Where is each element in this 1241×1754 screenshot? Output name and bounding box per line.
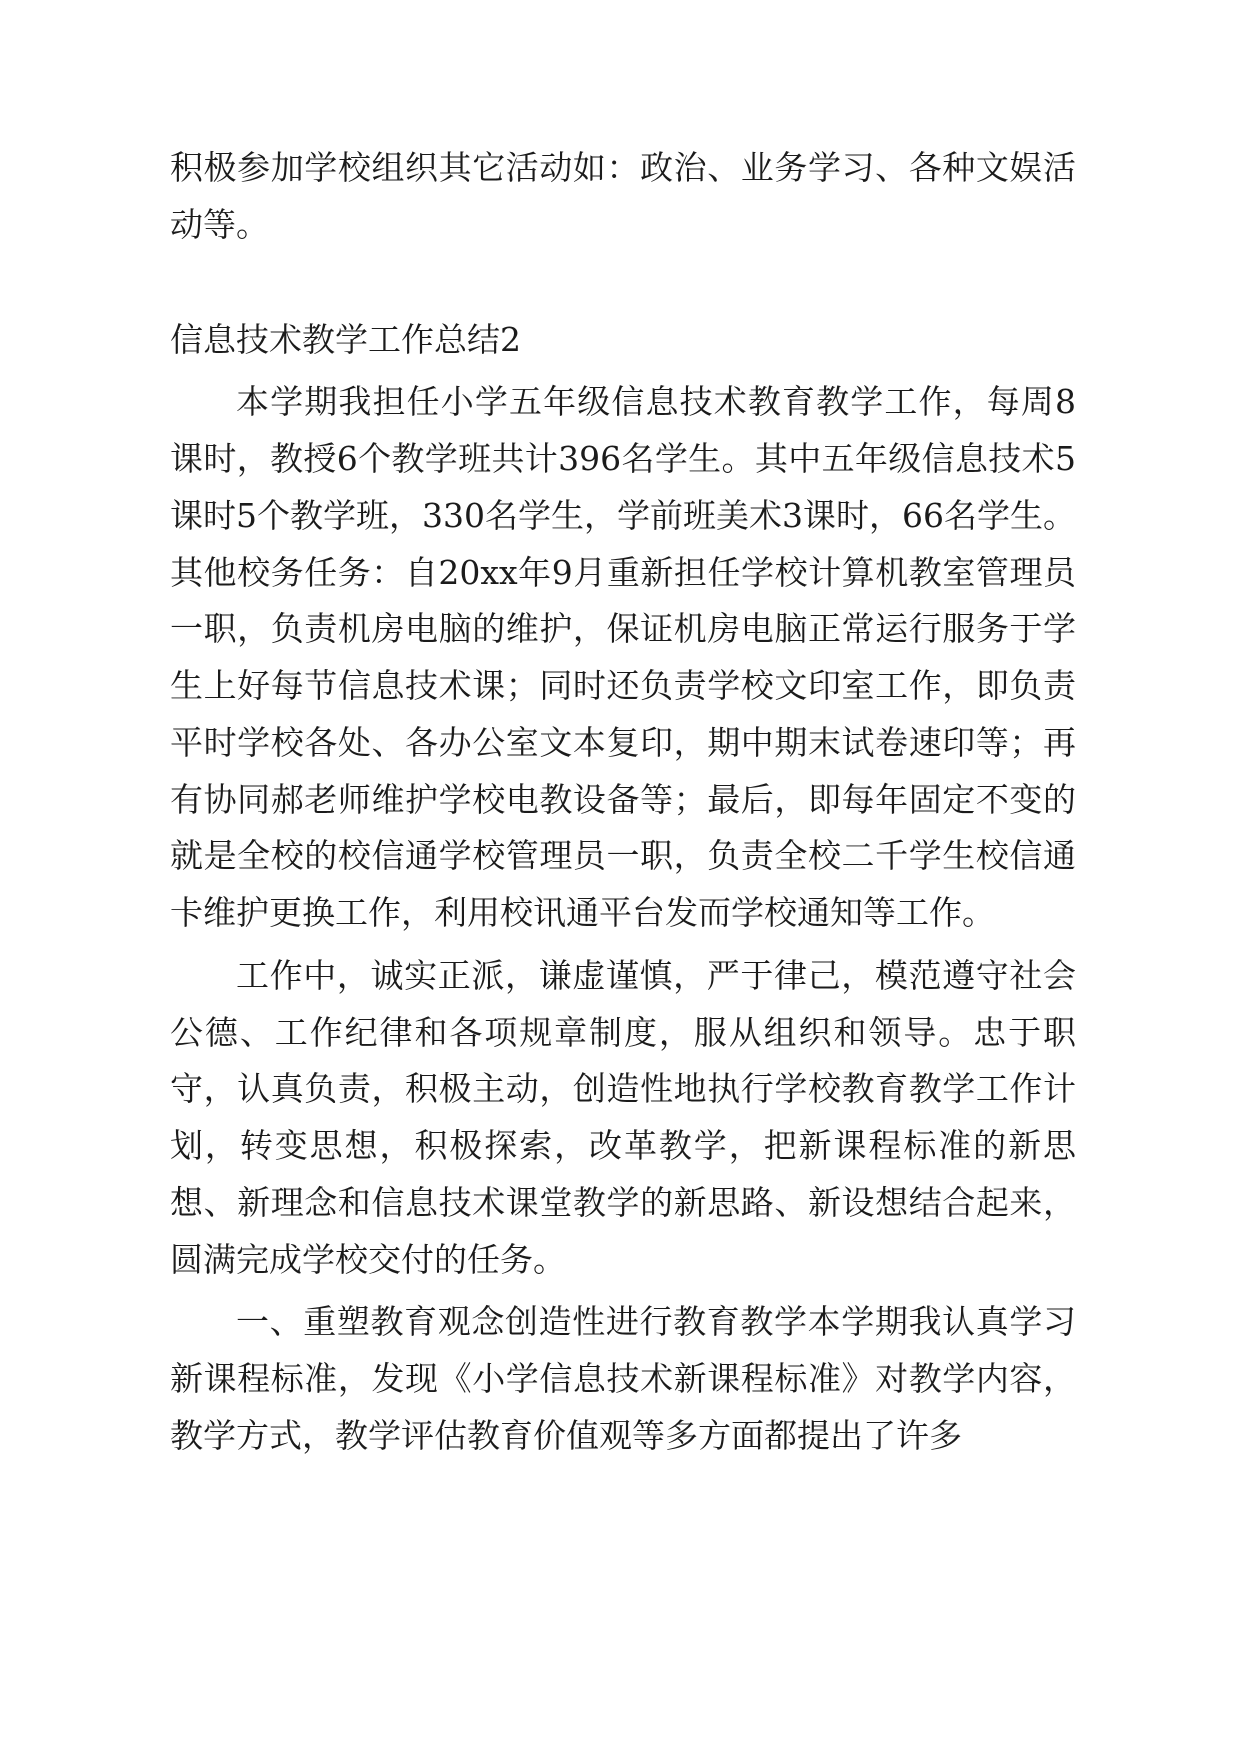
section-spacer [170, 260, 1076, 312]
paragraph-new-concepts: 一、重塑教育观念创造性进行教育教学本学期我认真学习新课程标准，发现《小学信息技术新课程标准》对教学内容，教学方式，教学评估教育价值观等多方面都提出了许多 [170, 1302, 1076, 1455]
section-heading: 信息技术教学工作总结2 [170, 319, 521, 359]
document-body [170, 140, 1076, 1465]
paragraph-opening: 积极参加学校组织其它活动如：政治、业务学习、各种文娱活动等。 [170, 148, 1076, 244]
paragraph-teaching-duties: 本学期我担任小学五年级信息技术教育教学工作，每周8课时，教授6个教学班共计396名学生。其中五年级信息技术5课时5个教学班，330名学生，学前班美术3课时，66名学生。其他校务任务：自20xx年9月重新担任学校计算机教室管理员一职，负责机房电脑的维护，保证机房电脑正常运行服务于学生上好每节信息技术课；同时还负责学校文印室工作，即负责平时学校各处、各办公室文本复印，期中期末试卷速印等；再有协同郝老师维护学校电教设备等；最后，即每年固定不变的就是全校的校信通学校管理员一职，负责全校二千学生校信通卡维护更换工作，利用校讯通平台发而学校通知等工作。 [170, 382, 1076, 932]
paragraph-work-attitude: 工作中，诚实正派，谦虚谨慎，严于律己，模范遵守社会公德、工作纪律和各项规章制度，服从组织和领导。忠于职守，认真负责，积极主动，创造性地执行学校教育教学工作计划，转变思想，积极探索，改革教学，把新课程标准的新思想、新理念和信息技术课堂教学的新思路、新设想结合起来，圆满完成学校交付的任务。 [170, 955, 1076, 1279]
